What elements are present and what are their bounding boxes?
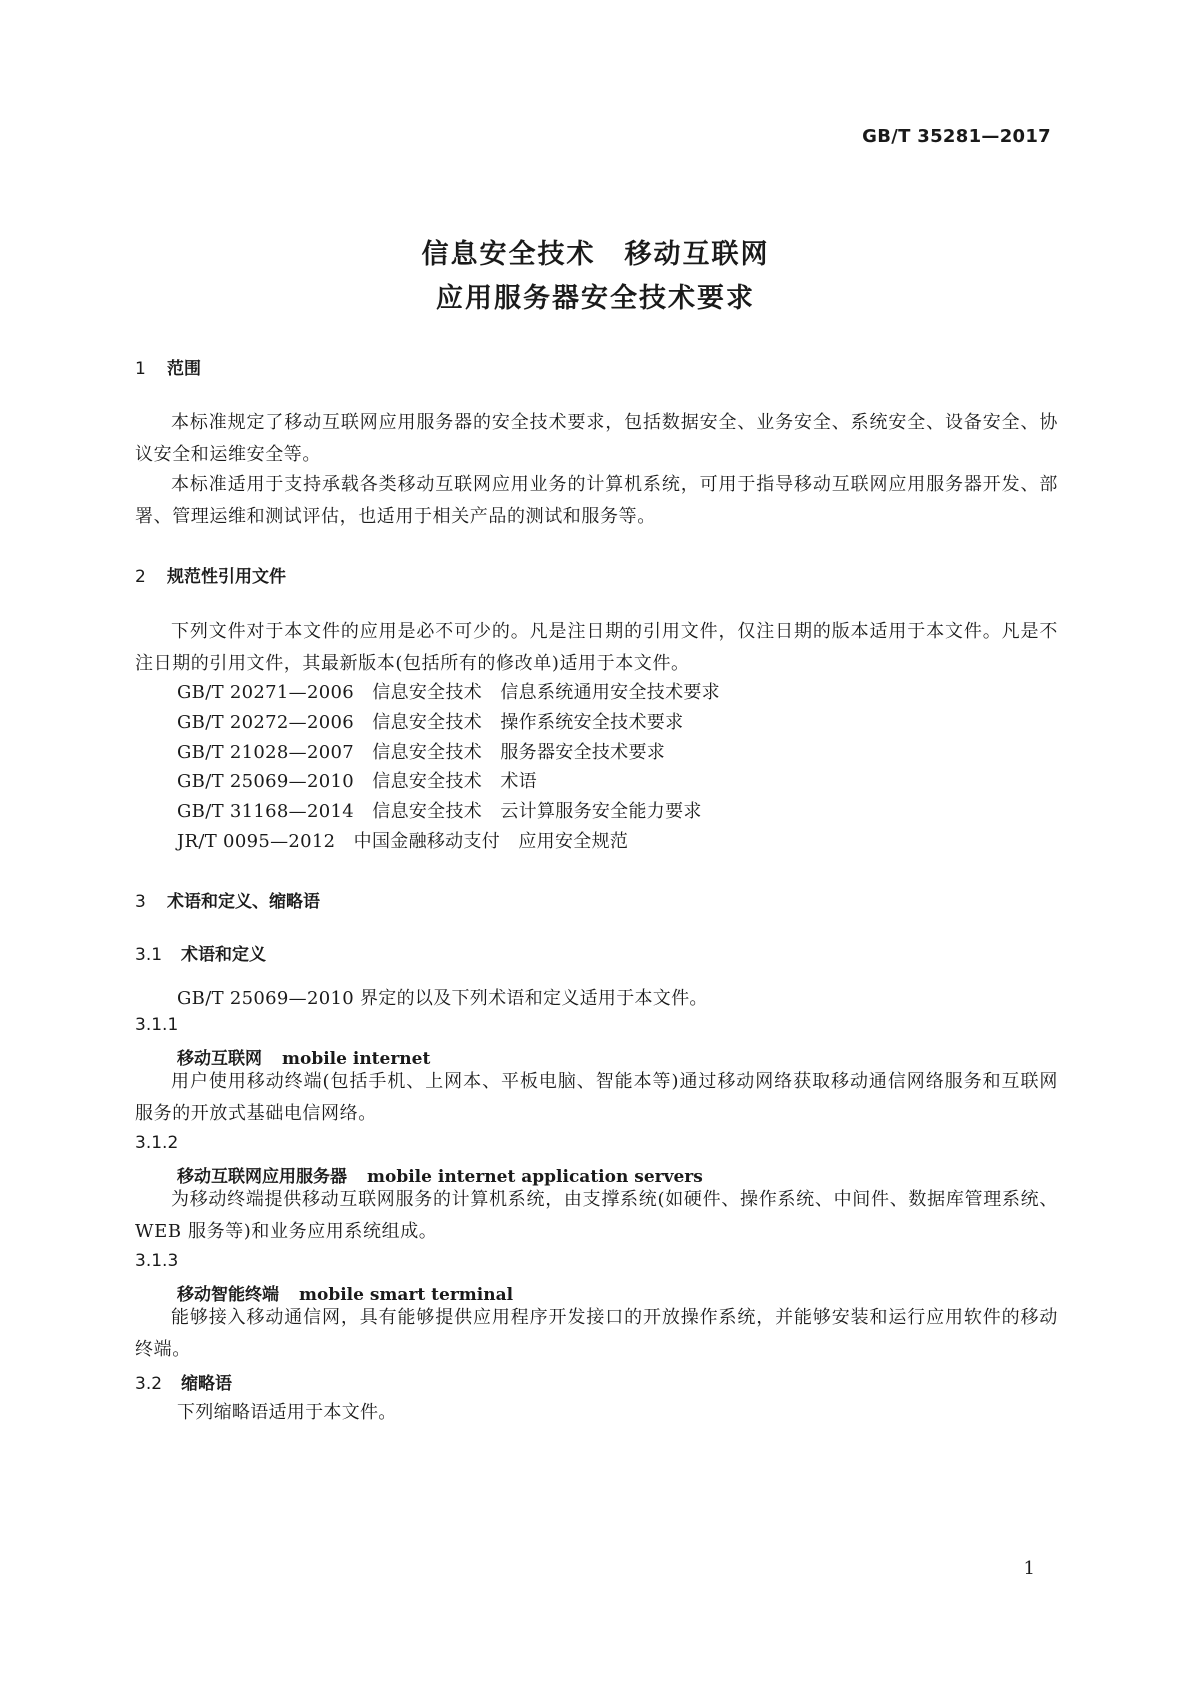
clause-number: 3.1.1 bbox=[135, 1015, 179, 1035]
reference-item: GB/T 25069—2010 信息安全技术 术语 bbox=[177, 771, 537, 792]
page-number: 1 bbox=[1023, 1558, 1035, 1579]
term-chinese: 移动智能终端 bbox=[177, 1285, 279, 1305]
document-title-line-1: 信息安全技术 移动互联网 bbox=[421, 239, 770, 270]
clause-number: 3.1.2 bbox=[135, 1133, 179, 1153]
term-chinese: 移动互联网 bbox=[177, 1049, 262, 1069]
reference-item: GB/T 21028—2007 信息安全技术 服务器安全技术要求 bbox=[177, 742, 666, 763]
section-title: 范围 bbox=[167, 359, 201, 379]
section-number: 3.2 bbox=[135, 1374, 163, 1394]
term-definition: 能够接入移动通信网，具有能够提供应用程序开发接口的开放操作系统，并能够安装和运行应用软件的移动终端。 bbox=[135, 1307, 1058, 1360]
reference-item: JR/T 0095—2012 中国金融移动支付 应用安全规范 bbox=[177, 831, 629, 852]
section-number: 3 bbox=[135, 892, 146, 912]
scope-paragraph-1: 本标准规定了移动互联网应用服务器的安全技术要求，包括数据安全、业务安全、系统安全、设备安全、协议安全和运维安全等。 bbox=[135, 412, 1058, 465]
terms-intro: GB/T 25069—2010 界定的以及下列术语和定义适用于本文件。 bbox=[177, 988, 708, 1009]
term-definition: 为移动终端提供移动互联网服务的计算机系统，由支撑系统(如硬件、操作系统、中间件、数据库管理系统、WEB 服务等)和业务应用系统组成。 bbox=[135, 1189, 1058, 1242]
section-number: 2 bbox=[135, 567, 146, 587]
standard-code: GB/T 35281—2017 bbox=[862, 126, 1051, 147]
section-2-heading bbox=[135, 562, 286, 587]
term-english: mobile smart terminal bbox=[299, 1285, 514, 1305]
clause-number: 3.1.3 bbox=[135, 1251, 179, 1271]
term-definition: 用户使用移动终端(包括手机、上网本、平板电脑、智能本等)通过移动网络获取移动通信网络服务和互联网服务的开放式基础电信网络。 bbox=[135, 1071, 1058, 1124]
normative-references-intro: 下列文件对于本文件的应用是必不可少的。凡是注日期的引用文件，仅注日期的版本适用于本文件。凡是不注日期的引用文件，其最新版本(包括所有的修改单)适用于本文件。 bbox=[135, 621, 1058, 674]
section-3-heading bbox=[135, 887, 320, 912]
document-title-line-2: 应用服务器安全技术要求 bbox=[436, 283, 755, 314]
abbreviations-intro: 下列缩略语适用于本文件。 bbox=[177, 1402, 397, 1423]
reference-item: GB/T 31168—2014 信息安全技术 云计算服务安全能力要求 bbox=[177, 801, 702, 822]
reference-item: GB/T 20272—2006 信息安全技术 操作系统安全技术要求 bbox=[177, 712, 684, 733]
section-1-heading bbox=[135, 354, 201, 379]
term-chinese: 移动互联网应用服务器 bbox=[177, 1167, 347, 1187]
section-3-1-heading bbox=[135, 940, 266, 965]
section-title: 规范性引用文件 bbox=[167, 567, 286, 587]
section-title: 术语和定义、缩略语 bbox=[167, 892, 320, 912]
section-3-2-heading bbox=[135, 1369, 232, 1394]
section-title: 术语和定义 bbox=[181, 945, 266, 965]
section-number: 3.1 bbox=[135, 945, 163, 965]
term-english: mobile internet bbox=[282, 1049, 431, 1069]
section-number: 1 bbox=[135, 359, 146, 379]
section-title: 缩略语 bbox=[181, 1374, 232, 1394]
scope-paragraph-2: 本标准适用于支持承载各类移动互联网应用业务的计算机系统，可用于指导移动互联网应用服务器开发、部署、管理运维和测试评估，也适用于相关产品的测试和服务等。 bbox=[135, 474, 1058, 527]
term-english: mobile internet application servers bbox=[367, 1167, 703, 1187]
reference-item: GB/T 20271—2006 信息安全技术 信息系统通用安全技术要求 bbox=[177, 682, 720, 703]
